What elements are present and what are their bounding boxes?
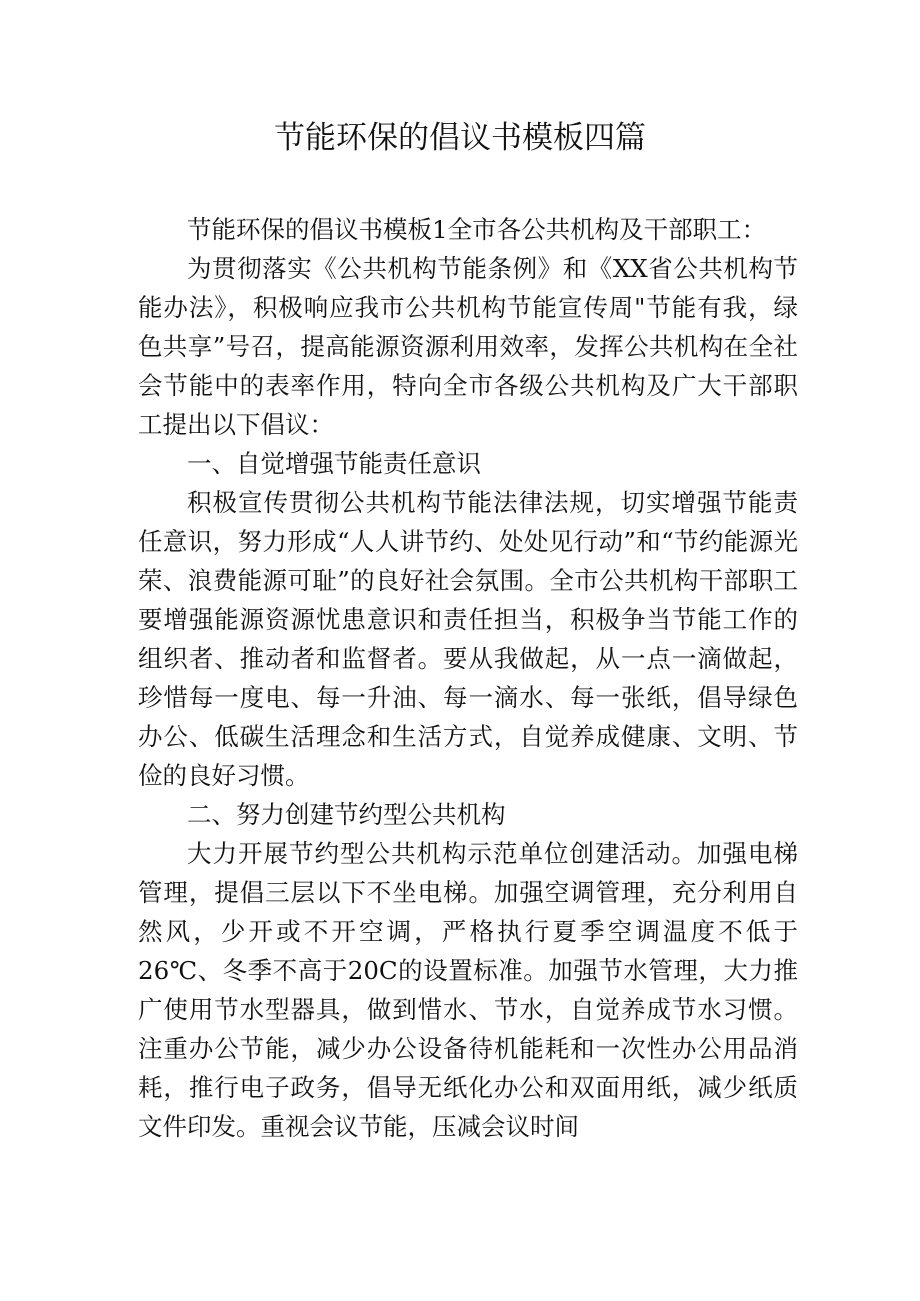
paragraph-intro: 节能环保的倡议书模板1全市各公共机构及干部职工：: [187, 215, 767, 244]
section-heading-1: 一、自觉增强节能责任意识: [187, 449, 481, 478]
paragraph-preamble: 为贯彻落实《公共机构节能条例》和《XX省公共机构节能办法》，积极响应我市公共机构节能宣传周"节能有我，绿色共享”号召，提高能源资源利用效率，发挥公共机构在全社会节能中的表率作用，特向全市各级公共机构及广大干部职工提出以下倡议：: [138, 254, 798, 439]
document-title: 节能环保的倡议书模板四篇: [274, 120, 646, 156]
paragraph-section-1: 积极宣传贯彻公共机构节能法律法规，切实增强节能责任意识，努力形成“人人讲节约、处处见行动”和“节约能源光荣、浪费能源可耻”的良好社会氛围。全市公共机构干部职工要增强能源资源忧患意识和责任担当，积极争当节能工作的组织者、推动者和监督者。要从我做起，从一点一滴做起，珍惜每一度电、每一升油、每一滴水、每一张纸，倡导绿色办公、低碳生活理念和生活方式，自觉养成健康、文明、节俭的良好习惯。: [138, 488, 798, 790]
document-body: [138, 210, 798, 1146]
paragraph-section-2: 大力开展节约型公共机构示范单位创建活动。加强电梯管理，提倡三层以下不坐电梯。加强空调管理，充分利用自然风，少开或不开空调，严格执行夏季空调温度不低于26℃、冬季不高于20C的设置标准。加强节水管理，大力推广使用节水型器具，做到惜水、节水，自觉养成节水习惯。注重办公节能，减少办公设备待机能耗和一次性办公用品消耗，推行电子政务，倡导无纸化办公和双面用纸，减少纸质文件印发。重视会议节能，压减会议时间: [138, 839, 798, 1141]
section-heading-2: 二、努力创建节约型公共机构: [187, 800, 506, 829]
